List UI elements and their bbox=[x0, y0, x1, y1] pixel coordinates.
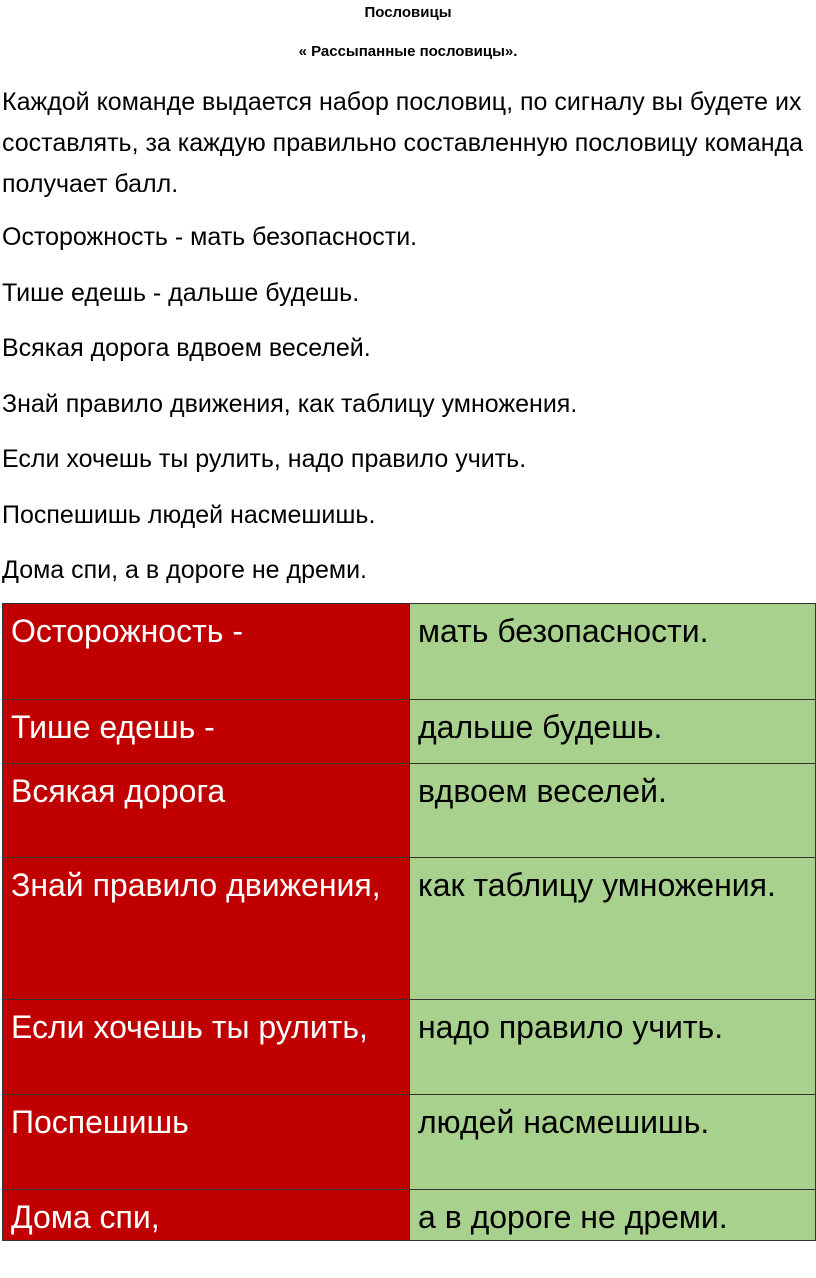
proverb-start-cell: Если хочешь ты рулить, bbox=[3, 1000, 410, 1095]
proverb-end-cell: людей насмешишь. bbox=[410, 1095, 816, 1190]
proverb-end-cell: надо правило учить. bbox=[410, 1000, 816, 1095]
proverb-halves-table bbox=[2, 603, 816, 1241]
page-subtitle: « Рассыпанные пословицы». bbox=[298, 43, 518, 60]
table-row bbox=[3, 1000, 816, 1095]
proverb-end-cell: а в дороге не дреми. bbox=[410, 1190, 816, 1241]
table-row bbox=[3, 764, 816, 858]
proverb-line: Знай правило движения, как таблицу умножения. bbox=[2, 390, 578, 418]
proverb-end-cell: мать безопасности. bbox=[410, 604, 816, 700]
table-row bbox=[3, 1095, 816, 1190]
intro-paragraph: Каждой команде выдается набор пословиц, по сигналу вы будете их составлять, за каждую правильно составленную пословицу команда получает балл. bbox=[2, 88, 804, 198]
proverb-line: Дома спи, а в дороге не дреми. bbox=[2, 556, 367, 584]
proverb-line: Тише едешь - дальше будешь. bbox=[2, 279, 360, 307]
table-row bbox=[3, 858, 816, 1000]
table-row bbox=[3, 1190, 816, 1241]
proverb-line: Осторожность - мать безопасности. bbox=[2, 223, 418, 251]
proverb-start-cell: Дома спи, bbox=[3, 1190, 410, 1241]
proverb-start-cell: Всякая дорога bbox=[3, 764, 410, 858]
proverb-line: Если хочешь ты рулить, надо правило учить. bbox=[2, 445, 527, 473]
proverb-start-cell: Тише едешь - bbox=[3, 700, 410, 764]
proverb-start-cell: Знай правило движения, bbox=[3, 858, 410, 1000]
table-row bbox=[3, 700, 816, 764]
proverb-line: Поспешишь людей насмешишь. bbox=[2, 501, 376, 529]
proverb-end-cell: дальше будешь. bbox=[410, 700, 816, 764]
proverb-start-cell: Осторожность - bbox=[3, 604, 410, 700]
proverb-start-cell: Поспешишь bbox=[3, 1095, 410, 1190]
proverb-line: Всякая дорога вдвоем веселей. bbox=[2, 334, 371, 362]
table-row bbox=[3, 604, 816, 700]
page-title: Пословицы bbox=[364, 4, 452, 21]
proverb-end-cell: вдвоем веселей. bbox=[410, 764, 816, 858]
proverb-end-cell: как таблицу умножения. bbox=[410, 858, 816, 1000]
